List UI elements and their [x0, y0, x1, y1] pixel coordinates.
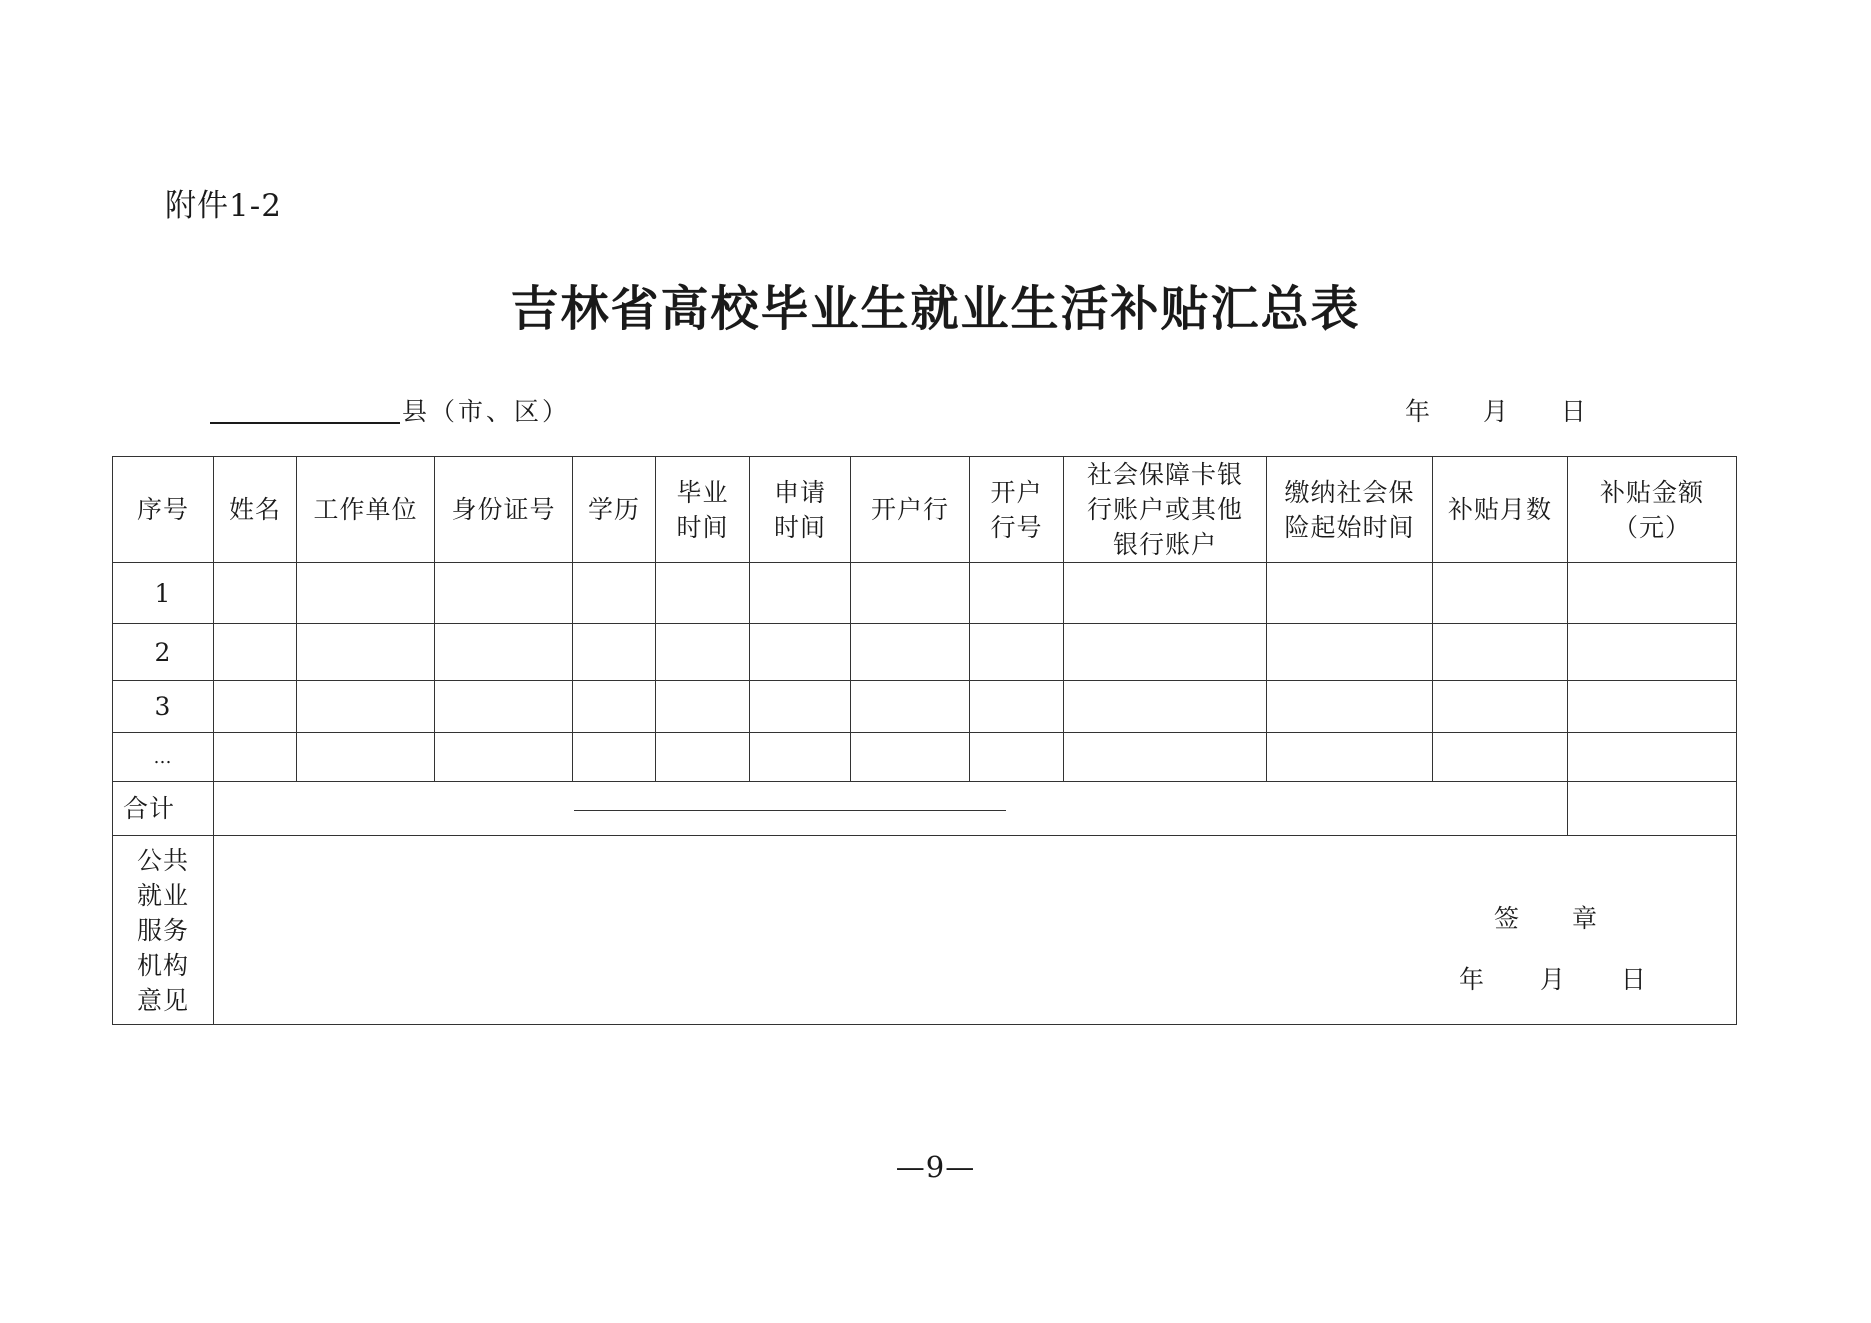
table-cell — [1064, 563, 1267, 624]
opinion-date: 年 月 日 — [1459, 965, 1647, 994]
table-cell — [970, 681, 1064, 733]
table-cell — [573, 563, 656, 624]
header-cell — [573, 457, 656, 563]
opinion-label-line: 机构 — [136, 950, 189, 980]
county-blank-line — [210, 422, 400, 424]
header-bank-account: 社会保障卡银 行账户或其他 银行账户 — [1086, 460, 1243, 559]
page-number: —9— — [895, 1150, 976, 1184]
header-name: 姓名 — [228, 495, 281, 524]
table-cell — [1267, 681, 1433, 733]
table-row — [113, 681, 1737, 733]
table-cell — [297, 733, 435, 782]
row-number: 1 — [113, 563, 214, 624]
table-cell — [656, 733, 750, 782]
total-row — [113, 782, 1737, 836]
header-cell — [851, 457, 970, 563]
table-cell — [1267, 624, 1433, 681]
header-cell — [297, 457, 435, 563]
header-cell — [1433, 457, 1568, 563]
table-cell — [656, 624, 750, 681]
opinion-cell — [214, 836, 1737, 1025]
table-cell — [1433, 733, 1568, 782]
opinion-label-line: 意见 — [136, 985, 189, 1015]
table-cell — [435, 733, 573, 782]
header-cell — [1267, 457, 1433, 563]
header-serial: 序号 — [136, 495, 189, 524]
table-cell — [214, 624, 297, 681]
table-cell — [1064, 624, 1267, 681]
header-date: 年 月 日 — [1405, 397, 1586, 426]
table-cell — [435, 563, 573, 624]
table-cell — [297, 681, 435, 733]
table-cell — [656, 681, 750, 733]
header-bank-code: 开户 行号 — [990, 477, 1043, 542]
header-insurance-start: 缴纳社会保 险起始时间 — [1284, 477, 1415, 542]
row-number: 2 — [113, 624, 214, 681]
table-cell — [573, 624, 656, 681]
page-title: 吉林省高校毕业生就业生活补贴汇总表 — [510, 281, 1361, 337]
stamp-label: 签 章 — [1494, 904, 1612, 933]
table-cell — [214, 733, 297, 782]
county-label: 县（市、区） — [402, 397, 571, 426]
table-cell — [656, 563, 750, 624]
table-row — [113, 733, 1737, 782]
header-cell — [214, 457, 297, 563]
table-cell — [851, 624, 970, 681]
table-cell — [435, 681, 573, 733]
table-cell — [1267, 563, 1433, 624]
table-cell — [214, 681, 297, 733]
table-row — [113, 624, 1737, 681]
opinion-label-line: 公共 — [136, 845, 189, 875]
table-cell — [851, 733, 970, 782]
table-cell — [750, 624, 851, 681]
total-label: 合计 — [113, 782, 214, 836]
header-bank: 开户行 — [870, 495, 949, 524]
table-cell — [297, 624, 435, 681]
header-cell — [1064, 457, 1267, 563]
table-cell — [1433, 681, 1568, 733]
header-employer: 工作单位 — [313, 495, 418, 524]
table-cell — [1064, 681, 1267, 733]
header-cell — [113, 457, 214, 563]
header-cell — [435, 457, 573, 563]
opinion-label-line: 服务 — [136, 915, 189, 945]
total-underline — [574, 810, 1006, 811]
row-number: … — [113, 733, 214, 782]
table-cell — [750, 733, 851, 782]
opinion-label — [113, 836, 214, 1025]
table-cell — [1568, 681, 1737, 733]
header-cell — [970, 457, 1064, 563]
table-row — [113, 563, 1737, 624]
table-cell — [1568, 624, 1737, 681]
table-cell — [970, 733, 1064, 782]
table-cell — [750, 563, 851, 624]
attachment-label: 附件1-2 — [165, 188, 282, 224]
table-cell — [1433, 563, 1568, 624]
summary-table — [112, 456, 1737, 1025]
table-cell — [573, 681, 656, 733]
table-cell — [573, 733, 656, 782]
table-cell — [1568, 563, 1737, 624]
table-cell — [750, 681, 851, 733]
table-cell — [297, 563, 435, 624]
header-cell — [656, 457, 750, 563]
header-subsidy-amount: 补贴金额 （元） — [1599, 477, 1704, 542]
table-cell — [1267, 733, 1433, 782]
table-cell — [1064, 733, 1267, 782]
table-cell — [851, 681, 970, 733]
header-graduation-time: 毕业 时间 — [676, 477, 729, 542]
header-id-number: 身份证号 — [451, 495, 556, 524]
table-cell — [851, 563, 970, 624]
table-cell — [1433, 624, 1568, 681]
table-cell — [214, 563, 297, 624]
table-cell — [970, 624, 1064, 681]
header-application-time: 申请 时间 — [773, 477, 826, 542]
header-cell — [1568, 457, 1737, 563]
header-education: 学历 — [587, 495, 640, 524]
table-header-row — [113, 457, 1737, 563]
header-cell — [750, 457, 851, 563]
row-number: 3 — [113, 681, 214, 733]
table-cell — [435, 624, 573, 681]
opinion-row — [113, 836, 1737, 1025]
table-cell — [970, 563, 1064, 624]
header-subsidy-months: 补贴月数 — [1447, 495, 1552, 524]
table-cell — [1568, 733, 1737, 782]
total-merged-cell — [214, 782, 1568, 836]
opinion-label-line: 就业 — [136, 880, 189, 910]
total-amount-cell — [1568, 782, 1737, 836]
